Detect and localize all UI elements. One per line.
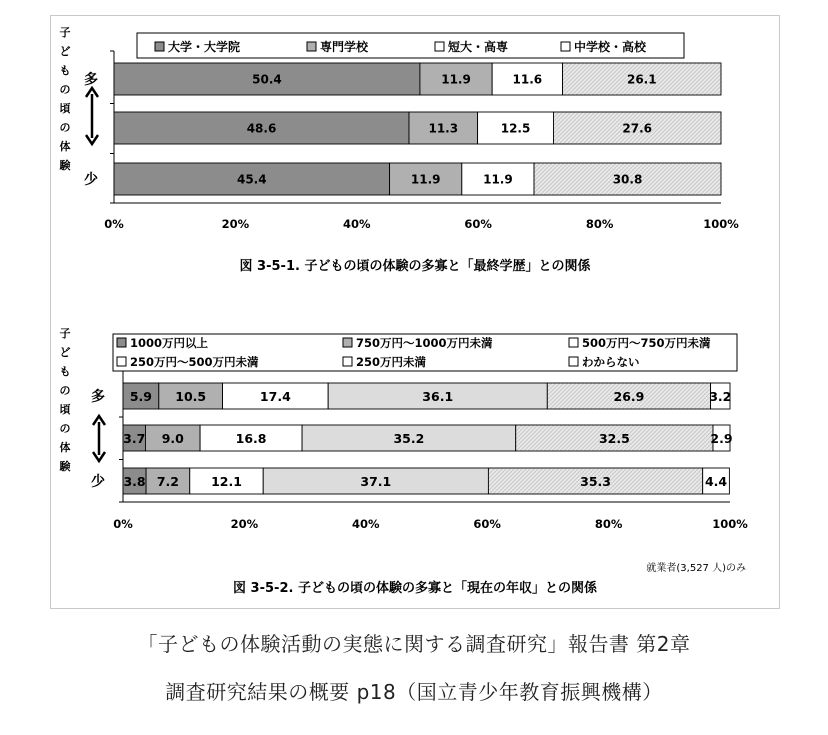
x-tick-label: 100% [712, 517, 748, 531]
data-label: 11.3 [428, 121, 459, 136]
data-label: 9.0 [161, 430, 184, 446]
y-axis-label-char: 体 [59, 441, 71, 454]
source-caption-line2: 調査研究結果の概要 p18（国立青少年教育振興機構） [165, 680, 663, 704]
x-tick-label: 60% [473, 517, 501, 531]
row-label: 少 [91, 474, 105, 490]
y-axis-label-char: も [59, 365, 71, 378]
row-label: 少 [84, 172, 98, 188]
data-label: 16.8 [235, 430, 267, 446]
legend-label: 500万円～750万円未満 [582, 336, 711, 350]
y-axis-label-char: 子 [59, 26, 71, 39]
row-label: 多 [91, 389, 105, 405]
legend-label: 250万円～500万円未満 [130, 355, 259, 369]
figure-canvas [51, 16, 779, 608]
data-label: 11.9 [483, 172, 513, 187]
y-axis-label-char: ど [59, 45, 71, 58]
legend-label: 250万円未満 [356, 355, 427, 369]
data-label: 26.1 [626, 72, 657, 87]
legend-label: わからない [582, 355, 640, 369]
x-tick-label: 20% [230, 517, 259, 531]
x-tick-label: 40% [343, 217, 371, 231]
bar-row-1 [114, 63, 721, 95]
bar-row-2 [114, 112, 721, 144]
data-label: 12.1 [211, 473, 242, 489]
legend-label: 短大・高専 [448, 40, 509, 54]
legend-swatch [343, 357, 352, 366]
data-label: 11.6 [512, 72, 543, 87]
data-label: 37.1 [360, 473, 392, 489]
bar-row-3 [114, 163, 721, 195]
legend-swatch [155, 42, 164, 51]
y-axis-label-char: 体 [59, 140, 71, 153]
legend-swatch [343, 338, 352, 347]
legend-swatch [117, 357, 126, 366]
chart-2 [59, 327, 749, 596]
y-axis-label-char: 頃 [59, 102, 71, 115]
bar-row-3 [123, 468, 729, 494]
y-axis-label-char: 頃 [59, 403, 71, 416]
data-label: 5.9 [129, 388, 152, 404]
legend-swatch [569, 357, 578, 366]
x-tick-label: 100% [703, 217, 739, 231]
y-axis-label-char: 験 [59, 460, 71, 473]
data-label: 11.9 [410, 172, 441, 187]
figure-frame [50, 15, 780, 609]
legend-swatch [435, 42, 444, 51]
chart-1 [59, 26, 740, 274]
x-tick-label: 80% [594, 517, 623, 531]
chart-note: 就業者(3,527 人)のみ [646, 563, 746, 574]
x-tick-label: 0% [113, 517, 133, 531]
data-label: 3.2 [709, 388, 732, 404]
bar-row-1 [123, 383, 731, 409]
y-axis-label-char: 子 [59, 327, 71, 340]
y-axis-label-char: ど [59, 346, 71, 359]
bar-row-2 [123, 425, 733, 451]
x-tick-label: 80% [585, 217, 614, 231]
data-label: 10.5 [175, 388, 207, 404]
legend-swatch [569, 338, 578, 347]
y-axis-label-char: の [59, 83, 71, 96]
data-label: 4.4 [704, 473, 728, 489]
data-label: 3.7 [123, 430, 146, 446]
y-axis-label-char: 験 [59, 159, 71, 172]
data-label: 17.4 [259, 388, 291, 404]
source-caption-line1: 「子どもの体験活動の実態に関する調査研究」報告書 第2章 [137, 632, 691, 656]
y-axis-label-char: も [59, 64, 71, 77]
legend-swatch [117, 338, 126, 347]
data-label: 26.9 [613, 388, 645, 404]
legend-label: 1000万円以上 [130, 336, 209, 350]
legend-label: 中学校・高校 [574, 40, 647, 54]
data-label: 3.8 [123, 473, 146, 489]
legend-label: 専門学校 [320, 40, 369, 54]
data-label: 35.2 [393, 430, 425, 446]
data-label: 48.6 [246, 121, 277, 136]
x-tick-label: 0% [104, 217, 124, 231]
x-tick-label: 40% [352, 517, 380, 531]
data-label: 50.4 [252, 72, 282, 87]
chart-title: 図 3-5-1. 子どもの頃の体験の多寡と「最終学歴」との関係 [239, 259, 591, 274]
data-label: 30.8 [612, 172, 643, 187]
y-axis-label-char: の [59, 384, 71, 397]
legend-label: 大学・大学院 [168, 40, 241, 54]
legend-swatch [561, 42, 570, 51]
legend-label: 750万円～1000万円未満 [356, 336, 493, 350]
data-label: 7.2 [156, 473, 179, 489]
data-label: 35.3 [580, 473, 611, 489]
data-label: 36.1 [422, 388, 454, 404]
data-label: 27.6 [622, 121, 653, 136]
x-tick-label: 60% [464, 217, 492, 231]
legend-swatch [307, 42, 316, 51]
data-label: 2.9 [710, 430, 733, 446]
y-axis-label-char: の [59, 121, 71, 134]
data-label: 32.5 [598, 430, 630, 446]
data-label: 11.9 [441, 72, 471, 87]
data-label: 12.5 [500, 121, 531, 136]
chart-title: 図 3-5-2. 子どもの頃の体験の多寡と「現在の年収」との関係 [233, 581, 597, 596]
y-axis-label-char: の [59, 422, 71, 435]
x-tick-label: 20% [221, 217, 250, 231]
data-label: 45.4 [236, 172, 267, 187]
row-label: 多 [84, 72, 98, 88]
